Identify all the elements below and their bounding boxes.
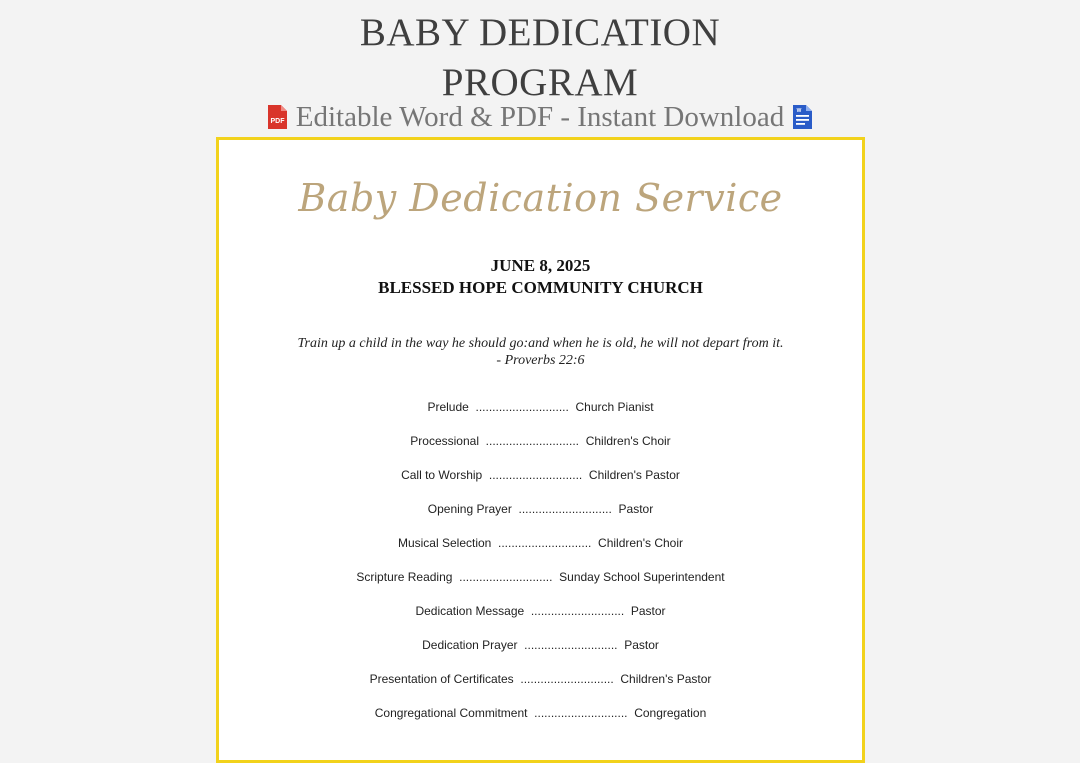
svg-text:PDF: PDF <box>270 118 285 125</box>
service-date: JUNE 8, 2025 <box>490 256 591 275</box>
program-item <box>219 706 862 740</box>
program-item-leader: ............................ <box>468 400 576 414</box>
program-item-title: Scripture Reading <box>356 570 453 584</box>
scripture-verse: Train up a child in the way he should go:and when he is old, he will not depart from it. <box>297 336 784 351</box>
program-item <box>219 638 862 672</box>
program-item-title: Dedication Message <box>415 604 525 618</box>
program-item-title: Congregational Commitment <box>374 706 528 720</box>
program-item-leader: ............................ <box>513 672 621 686</box>
program-item-title: Processional <box>410 434 479 448</box>
program-item <box>219 502 862 536</box>
svg-text:W: W <box>796 108 802 114</box>
program-item <box>219 468 862 502</box>
program-item-person: Children's Choir <box>598 536 684 550</box>
church-name: BLESSED HOPE COMMUNITY CHURCH <box>378 278 703 297</box>
program-preview-sheet <box>216 137 865 763</box>
scripture-reference: - Proverbs 22:6 <box>496 353 585 368</box>
service-script-title: Baby Dedication Service <box>298 176 783 220</box>
program-item-title: Dedication Prayer <box>422 638 518 652</box>
program-item-person: Children's Pastor <box>620 672 712 686</box>
program-item-person: Pastor <box>630 604 666 618</box>
program-item-title: Presentation of Certificates <box>369 672 514 686</box>
program-item-title: Prelude <box>427 400 469 414</box>
page-title-line-1: BABY DEDICATION <box>359 11 721 54</box>
program-item-leader: ............................ <box>479 434 586 448</box>
program-item <box>219 400 862 434</box>
program-item-leader: ............................ <box>524 604 631 618</box>
program-item-person: Pastor <box>618 502 654 516</box>
program-item-title: Musical Selection <box>397 536 492 550</box>
program-item <box>219 434 862 468</box>
subtitle-text: Editable Word & PDF - Instant Download <box>295 100 785 133</box>
program-item-leader: ............................ <box>517 638 625 652</box>
pdf-file-icon <box>267 104 288 130</box>
program-item <box>219 570 862 604</box>
program-item-leader: ............................ <box>452 570 560 584</box>
program-item-person: Children's Choir <box>585 434 671 448</box>
program-item-title: Call to Worship <box>401 468 483 482</box>
program-item <box>219 672 862 706</box>
program-item-person: Pastor <box>624 638 659 652</box>
program-item <box>219 604 862 638</box>
program-item <box>219 536 862 570</box>
program-item-person: Congregation <box>634 706 707 720</box>
subtitle-row <box>0 100 1080 134</box>
program-item-person: Sunday School Superintendent <box>559 570 725 584</box>
program-item-title: Opening Prayer <box>427 502 512 516</box>
page-title-line-2: PROGRAM <box>441 61 639 104</box>
program-item-leader: ............................ <box>482 468 589 482</box>
program-item-leader: ............................ <box>511 502 619 516</box>
program-list <box>219 400 862 740</box>
program-item-person: Children's Pastor <box>588 468 680 482</box>
word-document-icon <box>792 104 813 130</box>
program-item-leader: ............................ <box>491 536 599 550</box>
program-item-leader: ............................ <box>527 706 635 720</box>
program-item-person: Church Pianist <box>575 400 654 414</box>
